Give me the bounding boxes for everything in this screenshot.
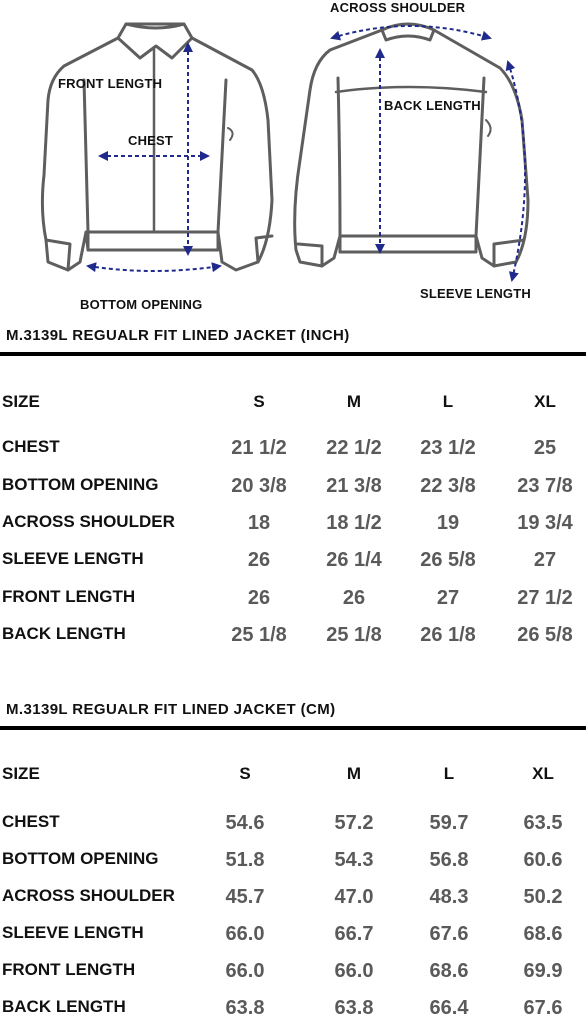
header-s: S [253,392,265,411]
cell-xl: 27 [533,549,557,571]
cell-m: 18 1/2 [326,512,382,534]
row-label: ACROSS SHOULDER [2,512,175,531]
row-label: ACROSS SHOULDER [2,886,175,905]
cell-m: 26 [342,587,366,609]
cell-l: 68.6 [429,960,469,982]
cell-l: 27 [436,587,460,609]
row-label: SLEEVE LENGTH [2,923,144,942]
cell-m: 54.3 [334,849,374,871]
cell-xl: 25 [533,437,557,459]
cell-m: 63.8 [334,997,374,1019]
cell-s: 63.8 [225,997,265,1019]
cell-l: 23 1/2 [420,437,476,459]
row-label: BOTTOM OPENING [2,475,159,494]
cell-m: 66.7 [334,923,374,945]
cell-l: 66.4 [429,997,469,1019]
table-row [0,960,586,984]
table-row [0,587,586,611]
table-title-cm: M.3139L REGUALR FIT LINED JACKET (CM) [6,701,336,718]
cell-xl: 63.5 [523,812,563,834]
cell-m: 26 1/4 [326,549,382,571]
header-size: SIZE [2,764,40,783]
header-m: M [346,392,362,411]
sleeve-length-label: SLEEVE LENGTH [420,286,531,301]
header-l: L [442,392,454,411]
table-row [0,812,586,836]
table-row [0,512,586,536]
cell-s: 25 1/8 [231,624,287,646]
cell-l: 26 1/8 [420,624,476,646]
table-divider-inch [0,352,586,356]
across-shoulder-label: ACROSS SHOULDER [330,0,466,15]
header-xl: XL [532,764,554,783]
bottom-opening-label: BOTTOM OPENING [80,297,203,312]
table-divider-cm [0,726,586,730]
header-l: L [443,764,455,783]
cell-m: 57.2 [334,812,374,834]
table-header-row [0,392,586,416]
table-row [0,437,586,461]
cell-l: 59.7 [429,812,469,834]
table-row [0,886,586,910]
table-row [0,923,586,947]
jacket-measurement-diagram [0,0,586,320]
cell-m: 22 1/2 [326,437,382,459]
row-label: BOTTOM OPENING [2,849,159,868]
cell-m: 47.0 [334,886,374,908]
row-label: FRONT LENGTH [2,587,136,606]
cell-xl: 19 3/4 [517,512,573,534]
cell-l: 48.3 [429,886,469,908]
cell-s: 26 [247,549,271,571]
cell-xl: 50.2 [523,886,563,908]
cell-s: 18 [247,512,271,534]
table-row [0,475,586,499]
back-length-label: BACK LENGTH [384,98,481,113]
cell-s: 54.6 [225,812,265,834]
row-label: CHEST [2,812,60,831]
cell-s: 20 3/8 [231,475,287,497]
cell-m: 25 1/8 [326,624,382,646]
header-xl: XL [534,392,556,411]
cell-s: 26 [247,587,271,609]
cell-l: 56.8 [429,849,469,871]
cell-xl: 67.6 [523,997,563,1019]
cell-s: 45.7 [225,886,265,908]
cell-xl: 60.6 [523,849,563,871]
cell-s: 66.0 [225,960,265,982]
chest-label: CHEST [128,133,174,148]
header-m: M [346,764,362,783]
table-row [0,624,586,648]
table-title-inch: M.3139L REGUALR FIT LINED JACKET (INCH) [6,327,350,344]
back-jacket-drawing [295,24,528,266]
cell-xl: 27 1/2 [517,587,573,609]
cell-m: 21 3/8 [326,475,382,497]
header-s: S [239,764,251,783]
cell-s: 51.8 [225,849,265,871]
cell-l: 19 [436,512,460,534]
cell-xl: 69.9 [523,960,563,982]
cell-l: 26 5/8 [420,549,476,571]
cell-s: 66.0 [225,923,265,945]
cell-l: 22 3/8 [420,475,476,497]
cell-xl: 23 7/8 [517,475,573,497]
front-length-label: FRONT LENGTH [58,76,163,91]
table-row [0,849,586,873]
table-row [0,549,586,573]
row-label: FRONT LENGTH [2,960,136,979]
row-label: BACK LENGTH [2,997,126,1016]
cell-m: 66.0 [334,960,374,982]
row-label: CHEST [2,437,60,456]
table-row [0,997,586,1021]
cell-s: 21 1/2 [231,437,287,459]
jacket-illustration [0,0,586,320]
cell-xl: 68.6 [523,923,563,945]
bottom-opening-arrow [88,266,220,271]
cell-l: 67.6 [429,923,469,945]
row-label: BACK LENGTH [2,624,126,643]
table-header-row [0,764,586,788]
cell-xl: 26 5/8 [517,624,573,646]
header-size: SIZE [2,392,40,411]
row-label: SLEEVE LENGTH [2,549,144,568]
